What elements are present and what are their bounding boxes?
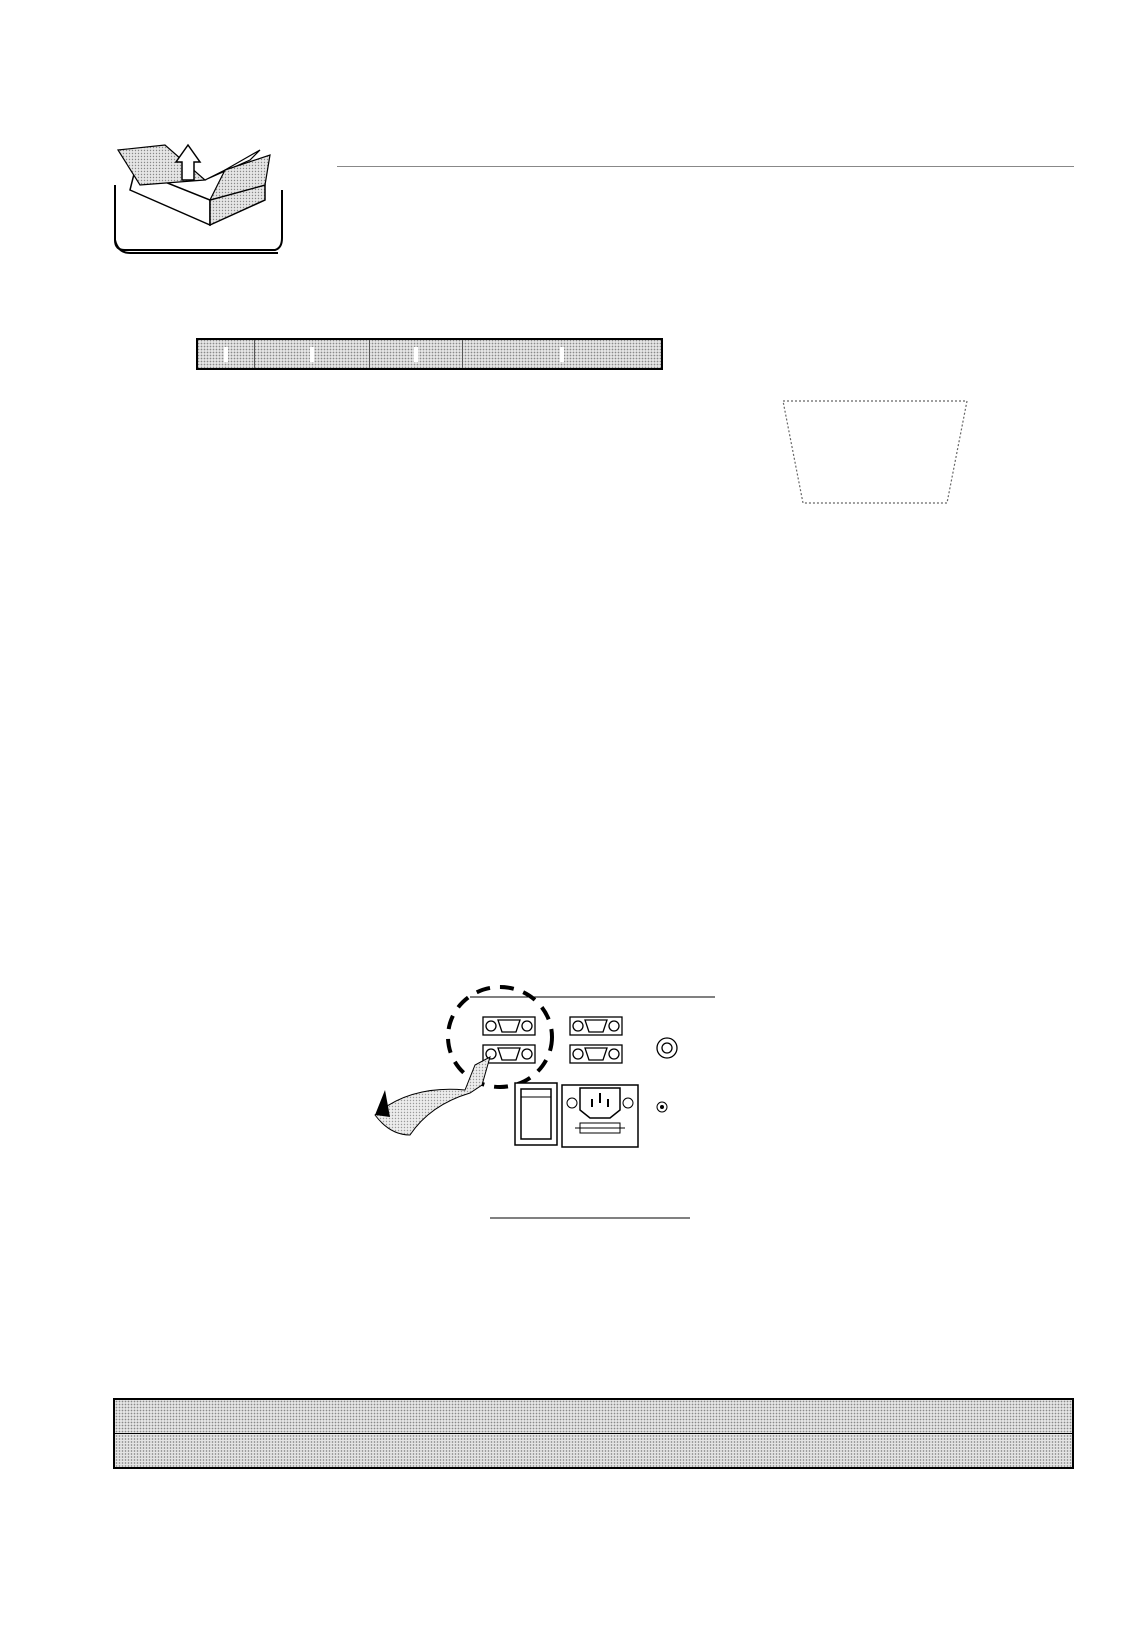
telemetering-header-bar xyxy=(196,338,663,370)
rear-panel-illustration xyxy=(370,985,720,1220)
header-rule xyxy=(337,166,1074,167)
header-signal-type xyxy=(255,339,370,369)
header-pin xyxy=(197,339,255,369)
header-in-out xyxy=(370,339,463,369)
unpack-box-icon xyxy=(110,140,285,255)
function-row-label xyxy=(114,1434,1073,1469)
i2cbus-pin-table xyxy=(113,1398,1074,1469)
pin-row-label xyxy=(114,1399,1073,1434)
db9-connector-diagram xyxy=(775,395,975,510)
header-function xyxy=(463,339,663,369)
